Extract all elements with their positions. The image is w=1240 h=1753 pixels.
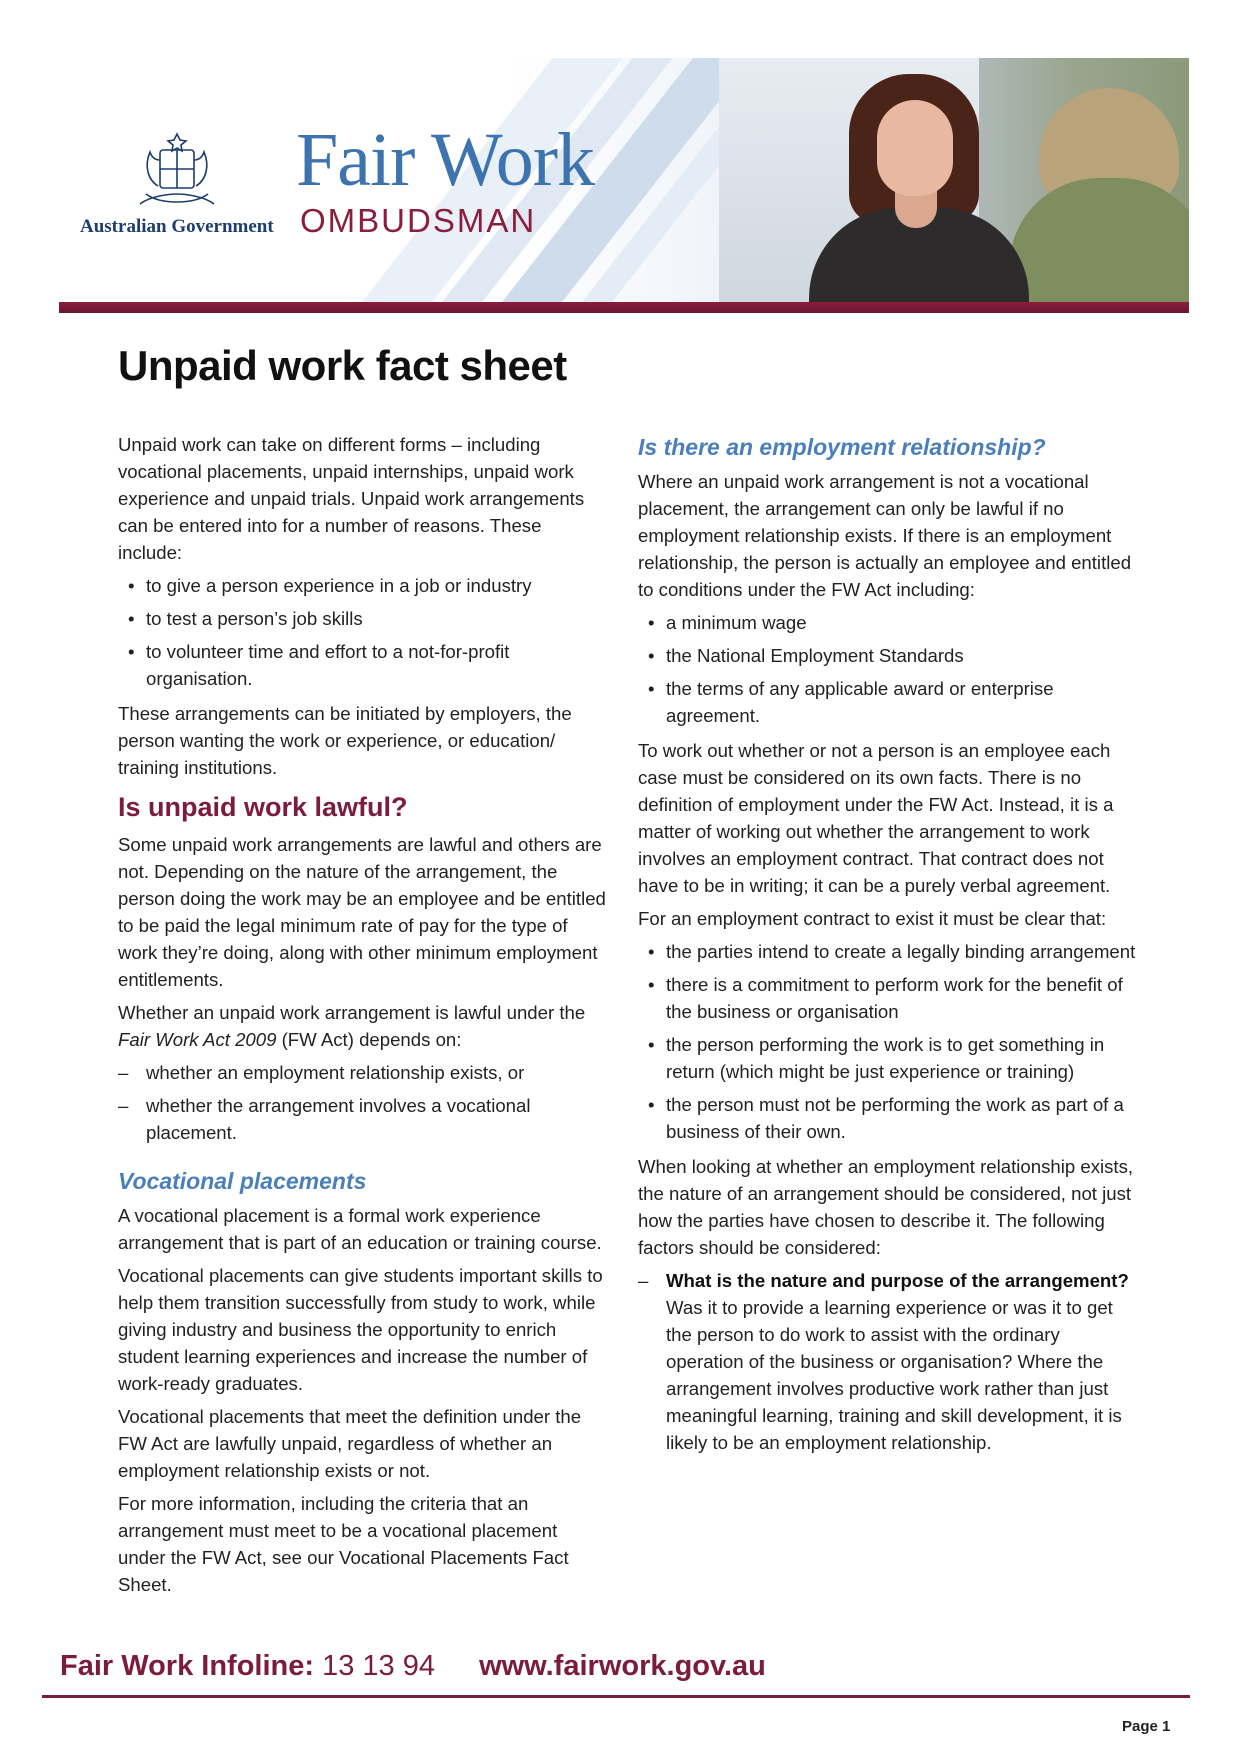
employment-paragraph: For an employment contract to exist it must be clear that: <box>638 908 1107 929</box>
page-title: Unpaid work fact sheet <box>118 342 567 389</box>
banner-photo <box>719 58 1189 302</box>
vocational-paragraph: A vocational placement is a formal work experience arrangement that is part of an education or training course. <box>118 1205 602 1253</box>
contract-list <box>638 938 1138 1145</box>
website-link[interactable]: www.fairwork.gov.au <box>479 1650 766 1682</box>
employment-paragraph: To work out whether or not a person is an employee each case must be considered on its own facts. There is no definition of employment under the FW Act. Instead, it is a matter of working out whether the arrangement to work involves an employment contract. That contract does not have to be in writing; it can be a purely verbal agreement. <box>638 740 1114 896</box>
list-item: • the parties intend to create a legally binding arrangement <box>638 938 1138 965</box>
list-item: • the National Employment Standards <box>638 642 1138 669</box>
conditions-list <box>638 609 1138 729</box>
infoline-number[interactable]: 13 13 94 <box>322 1650 435 1682</box>
list-item: • a minimum wage <box>638 609 1138 636</box>
section-heading-employment: Is there an employment relationship? <box>638 434 1046 460</box>
government-label: Australian Government <box>80 216 274 237</box>
coat-of-arms-icon <box>122 130 232 214</box>
page-number: Page 1 <box>1122 1718 1171 1735</box>
factors-list <box>638 1267 1138 1456</box>
right-column <box>638 432 1138 1464</box>
vocational-paragraph: Vocational placements that meet the definition under the FW Act are lawfully unpaid, regardless of whether an employment relationship exists or not. <box>118 1406 582 1481</box>
section-heading-vocational: Vocational placements <box>118 1168 367 1194</box>
brand-logo-subtext: OMBUDSMAN <box>300 202 537 239</box>
depends-list <box>118 1059 608 1146</box>
list-item: – whether the arrangement involves a vocational placement. <box>118 1092 608 1146</box>
vocational-paragraph: Vocational placements can give students important skills to help them transition successfully from study to work, while giving industry and business the opportunity to enrich student learning experiences and increase the number of work-ready graduates. <box>118 1265 603 1394</box>
lawful-paragraph: Some unpaid work arrangements are lawful and others are not. Depending on the nature of the arrangement, the person doing the work may be an employee and be entitled to be paid the legal minimum rate of pay for the type of work they’re doing, along with other minimum employment entitlements. <box>118 834 606 990</box>
vocational-paragraph: For more information, including the criteria that an arrangement must meet to be a vocational placement under the FW Act, see our Vocational Placements Fact Sheet. <box>118 1493 569 1595</box>
list-item: • there is a commitment to perform work for the benefit of the business or organisation <box>638 971 1138 1025</box>
infoline-label: Fair Work Infoline: <box>60 1650 315 1682</box>
list-item: – whether an employment relationship exists, or <box>118 1059 608 1086</box>
banner-divider <box>59 302 1189 313</box>
list-item: • the person must not be performing the work as part of a business of their own. <box>638 1091 1138 1145</box>
section-heading-lawful: Is unpaid work lawful? <box>118 792 408 822</box>
footer-divider <box>42 1695 1190 1698</box>
brand-logo-text: Fair Work <box>296 118 595 202</box>
intro-paragraph: Unpaid work can take on different forms – including vocational placements, unpaid internships, unpaid work experience and unpaid trials. Unpaid work arrangements can be entered into for a number of reasons. These include: <box>118 434 585 563</box>
list-item: • the terms of any applicable award or enterprise agreement. <box>638 675 1138 729</box>
list-item: • to give a person experience in a job or industry <box>118 572 608 599</box>
employment-paragraph: When looking at whether an employment relationship exists, the nature of an arrangement should be considered, not just how the parties have chosen to describe it. The following factors should be considered: <box>638 1156 1134 1258</box>
list-item: • to test a person’s job skills <box>118 605 608 632</box>
act-title: Fair Work Act 2009 <box>118 1029 277 1050</box>
lawful-act-paragraph: Whether an unpaid work arrangement is lawful under the Fair Work Act 2009 (FW Act) depends on: <box>118 1002 586 1050</box>
reasons-list <box>118 572 608 692</box>
factor-question: What is the nature and purpose of the arrangement? <box>666 1270 1129 1291</box>
footer-contact <box>60 1650 766 1683</box>
left-column <box>118 431 608 1604</box>
initiated-paragraph: These arrangements can be initiated by employers, the person wanting the work or experience, or education/ training institutions. <box>118 703 572 778</box>
list-item: – What is the nature and purpose of the arrangement? Was it to provide a learning experience or was it to get the person to do work to assist with the ordinary operation of the business or organisation? Where the arrangement involves productive work rather than just meaningful learning, training and skill development, it is likely to be an employment relationship. <box>638 1267 1138 1456</box>
list-item: • the person performing the work is to get something in return (which might be just experience or training) <box>638 1031 1138 1085</box>
list-item: • to volunteer time and effort to a not-for-profit organisation. <box>118 638 608 692</box>
employment-paragraph: Where an unpaid work arrangement is not a vocational placement, the arrangement can only be lawful if no employment relationship exists. If there is an employment relationship, the person is actually an employee and entitled to conditions under the FW Act including: <box>638 471 1132 600</box>
